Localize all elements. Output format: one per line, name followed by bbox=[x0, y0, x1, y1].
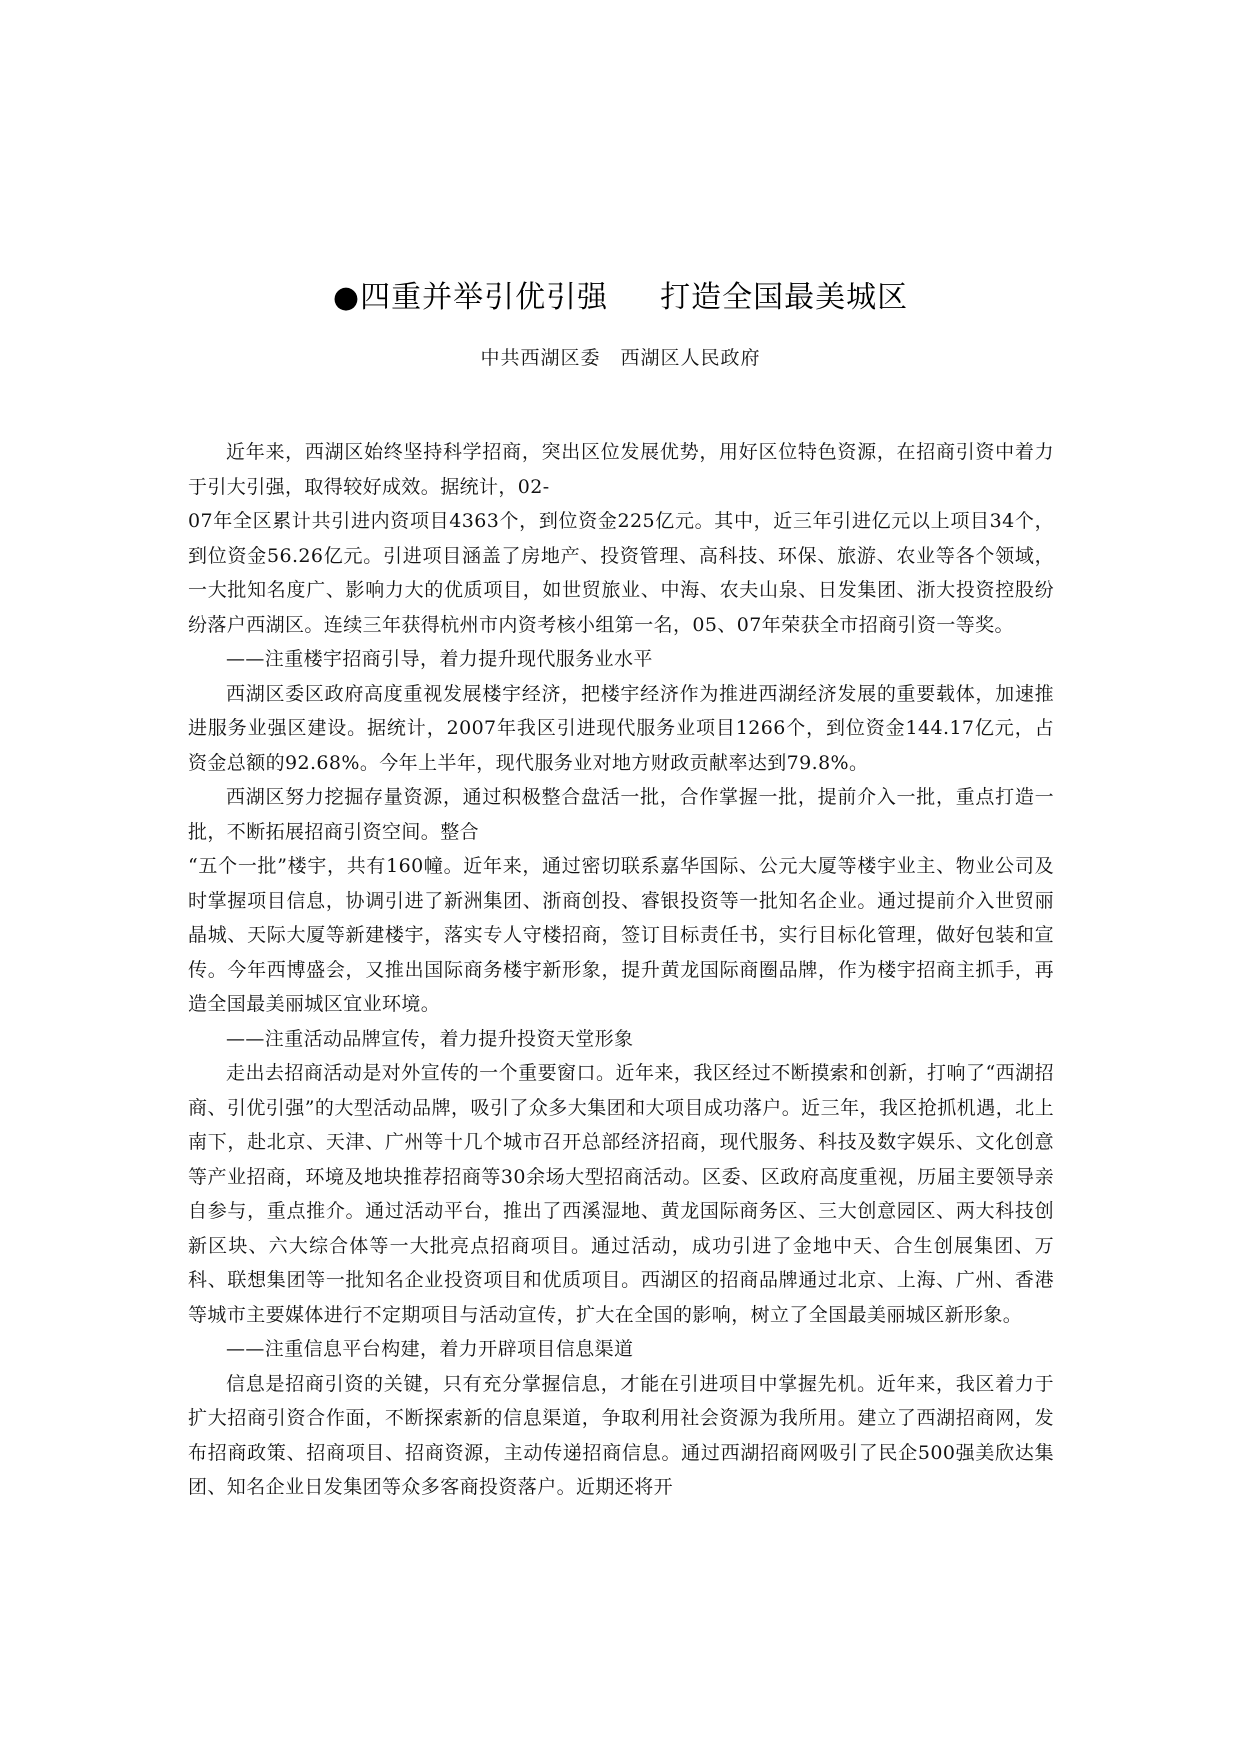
paragraph: 07年全区累计共引进内资项目4363个，到位资金225亿元。其中，近三年引进亿元以上项目34个，到位资金56.26亿元。引进项目涵盖了房地产、投资管理、高科技、环保、旅游、农业等各个领域，一大批知名度广、影响力大的优质项目，如世贸旅业、中海、农夫山泉、日发集团、浙大投资控股纷纷落户西湖区。连续三年获得杭州市内资考核小组第一名，05、07年荣获全市招商引资一等奖。 bbox=[188, 510, 1054, 636]
paragraph: 西湖区努力挖掘存量资源，通过积极整合盘活一批，合作掌握一批，提前介入一批，重点打造一批，不断拓展招商引资空间。整合 bbox=[188, 786, 1054, 843]
paragraph: 近年来，西湖区始终坚持科学招商，突出区位发展优势，用好区位特色资源，在招商引资中着力于引大引强，取得较好成效。据统计，02- bbox=[188, 441, 1054, 498]
byline-org-1: 中共西湖区委 bbox=[480, 347, 601, 369]
article-byline bbox=[0, 344, 1241, 372]
paragraph: 西湖区委区政府高度重视发展楼宇经济，把楼宇经济作为推进西湖经济发展的重要载体，加速推进服务业强区建设。据统计，2007年我区引进现代服务业项目1266个，到位资金144.17亿元，占资金总额的92.68%。今年上半年，现代服务业对地方财政贡献率达到79.8%。 bbox=[188, 682, 1054, 774]
paragraph: “五个一批”楼宇，共有160幢。近年来，通过密切联系嘉华国际、公元大厦等楼宇业主、物业公司及时掌握项目信息，协调引进了新洲集团、浙商创投、睿银投资等一批知名企业。通过提前介入世贸丽晶城、天际大厦等新建楼宇，落实专人守楼招商，签订目标责任书，实行目标化管理，做好包装和宣传。今年西博盛会，又推出国际商务楼宇新形象，提升黄龙国际商圈品牌，作为楼宇招商主抓手，再造全国最美丽城区宜业环境。 bbox=[188, 855, 1054, 1015]
paragraph: 走出去招商活动是对外宣传的一个重要窗口。近年来，我区经过不断摸索和创新，打响了“西湖招商、引优引强”的大型活动品牌，吸引了众多大集团和大项目成功落户。近三年，我区抢抓机遇，北上南下，赴北京、天津、广州等十几个城市召开总部经济招商，现代服务、科技及数字娱乐、文化创意等产业招商，环境及地块推荐招商等30余场大型招商活动。区委、区政府高度重视，历届主要领导亲自参与，重点推介。通过活动平台，推出了西溪湿地、黄龙国际商务区、三大创意园区、两大科技创新区块、六大综合体等一大批亮点招商项目。通过活动，成功引进了金地中天、合生创展集团、万科、联想集团等一批知名企业投资项目和优质项目。西湖区的招商品牌通过北京、上海、广州、香港等城市主要媒体进行不定期项目与活动宣传，扩大在全国的影响，树立了全国最美丽城区新形象。 bbox=[188, 1062, 1054, 1326]
title-part-2: 打造全国最美城区 bbox=[660, 280, 909, 315]
title-part-1: ●四重并举引优引强 bbox=[332, 280, 609, 315]
byline-org-2: 西湖区人民政府 bbox=[620, 347, 761, 369]
article-title bbox=[0, 276, 1241, 320]
section-heading: ——注重信息平台构建，着力开辟项目信息渠道 bbox=[226, 1338, 634, 1360]
section-heading: ——注重楼宇招商引导，着力提升现代服务业水平 bbox=[226, 648, 653, 670]
section-heading: ——注重活动品牌宣传，着力提升投资天堂形象 bbox=[226, 1027, 634, 1050]
paragraph: 信息是招商引资的关键，只有充分掌握信息，才能在引进项目中掌握先机。近年来，我区着力于扩大招商引资合作面，不断探索新的信息渠道，争取利用社会资源为我所用。建立了西湖招商网，发布招商政策、招商项目、招商资源，主动传递招商信息。通过西湖招商网吸引了民企500强美欣达集团、知名企业日发集团等众多客商投资落户。近期还将开 bbox=[188, 1372, 1054, 1498]
article-body bbox=[188, 435, 1054, 1505]
